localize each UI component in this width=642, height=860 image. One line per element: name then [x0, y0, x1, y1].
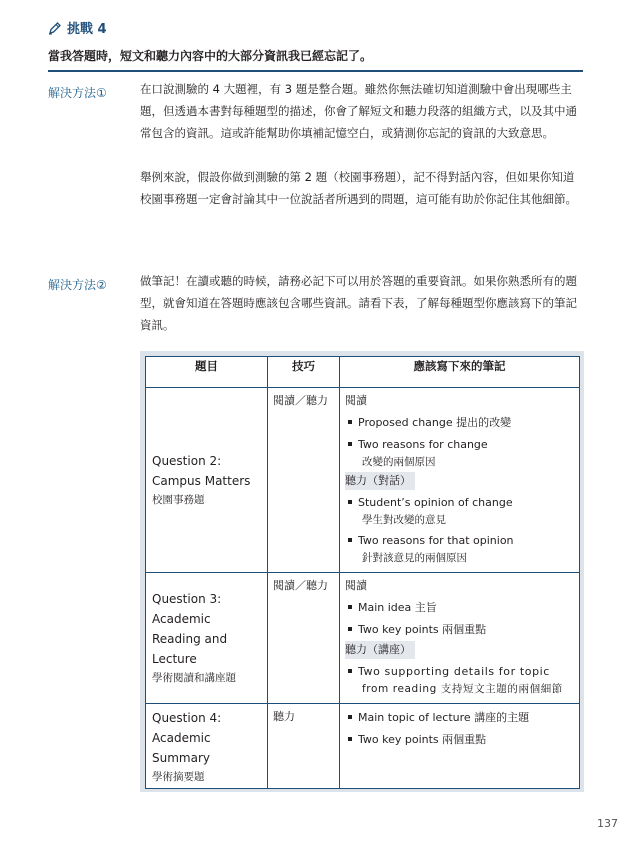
notes-section-heading: 聽力（講座） [345, 641, 415, 659]
bullet-icon [348, 442, 352, 446]
bullet-icon [348, 538, 352, 542]
notes-bullet: Proposed change 提出的改變 [345, 413, 575, 432]
notes-cell [340, 388, 580, 573]
bullet-icon [348, 627, 352, 631]
heading-divider [48, 70, 583, 72]
question-chinese-name: 學術摘要題 [152, 771, 205, 783]
notes-bullet: Student’s opinion of change 學生對改變的意見 [345, 493, 575, 528]
notes-bullet: Main idea 主旨 [345, 598, 575, 617]
bullet-icon [348, 605, 352, 609]
bullet-icon [348, 420, 352, 424]
notes-bullet: Two supporting details for topic from reading 支持短文主題的兩個細節 [345, 662, 575, 697]
notes-table-frame [140, 351, 584, 792]
solution-1-body [140, 78, 585, 210]
pencil-icon [48, 21, 62, 35]
bullet-icon [348, 500, 352, 504]
bullet-icon [348, 737, 352, 741]
solution-1-paragraph-2: 舉例來說，假設你做到測驗的第 2 題（校園事務題），記不得對話內容，但如果你知道校園事務題一定會討論其中一位說話者所遇到的問題，這可能有助於你記住其他細節。 [140, 170, 577, 206]
question-chinese-name: 校園事務題 [152, 494, 205, 506]
header-notes: 應該寫下來的筆記 [340, 357, 580, 388]
question-title-line: Reading and [152, 632, 228, 646]
table-row [146, 704, 580, 789]
notes-bullet: Two reasons for change 改變的兩個原因 [345, 435, 575, 470]
challenge-label: 挑戰 4 [67, 22, 107, 37]
table-header-row [146, 357, 580, 388]
bullet-icon [348, 715, 352, 719]
header-technique: 技巧 [268, 357, 340, 388]
technique-cell: 閱讀／聽力 [268, 388, 340, 573]
technique-cell: 聽力 [268, 704, 340, 789]
solution-2-label: 解決方法② [48, 278, 107, 292]
solution-2-body [140, 270, 585, 336]
solution-2-paragraph: 做筆記！在讀或聽的時候，請務必記下可以用於答題的重要資訊。如果你熟悉所有的題型，就會知道在答題時應該包含哪些資訊。請看下表，了解每種題型你應該寫下的筆記資訊。 [140, 274, 577, 332]
question-cell [146, 704, 268, 789]
notes-bullet: Two key points 兩個重點 [345, 730, 575, 749]
solution-1-label: 解決方法① [48, 86, 107, 100]
question-title-line: Lecture [152, 652, 197, 666]
table-row [146, 388, 580, 573]
notes-cell [340, 573, 580, 704]
question-title-line: Summary [152, 751, 210, 765]
notes-section-heading: 閱讀 [345, 394, 367, 407]
notes-table [145, 356, 580, 789]
technique-cell: 閱讀／聽力 [268, 573, 340, 704]
question-chinese-name: 學術閱讀和講座題 [152, 672, 236, 684]
question-title-line: Question 2: [152, 454, 222, 468]
notes-cell [340, 704, 580, 789]
notes-section-heading: 閱讀 [345, 579, 367, 592]
solution-1-paragraph-1: 在口說測驗的 4 大題裡，有 3 題是整合題。雖然你無法確切知道測驗中會出現哪些主題，但透過本書對每種題型的描述，你會了解短文和聽力段落的組織方式，以及其中通常包含的資訊。這或許能幫助你填補記憶空白，或猜測你忘記的資訊的大致意思。 [140, 82, 577, 140]
page-number: 137 [597, 817, 618, 830]
question-title-line: Academic [152, 731, 211, 745]
notes-bullet: Two reasons for that opinion 針對該意見的兩個原因 [345, 531, 575, 566]
challenge-subtitle: 當我答題時，短文和聽力內容中的大部分資訊我已經忘記了。 [48, 49, 373, 63]
header-question: 題目 [146, 357, 268, 388]
notes-section-heading: 聽力（對話） [345, 472, 415, 490]
table-row [146, 573, 580, 704]
question-title-line: Question 4: [152, 711, 222, 725]
question-cell [146, 573, 268, 704]
notes-bullet: Two key points 兩個重點 [345, 620, 575, 639]
notes-bullet: Main topic of lecture 講座的主題 [345, 708, 575, 727]
question-cell [146, 388, 268, 573]
challenge-heading [48, 18, 107, 37]
question-title-line: Campus Matters [152, 474, 251, 488]
bullet-icon [348, 669, 352, 673]
question-title-line: Question 3: [152, 592, 222, 606]
question-title-line: Academic [152, 612, 211, 626]
